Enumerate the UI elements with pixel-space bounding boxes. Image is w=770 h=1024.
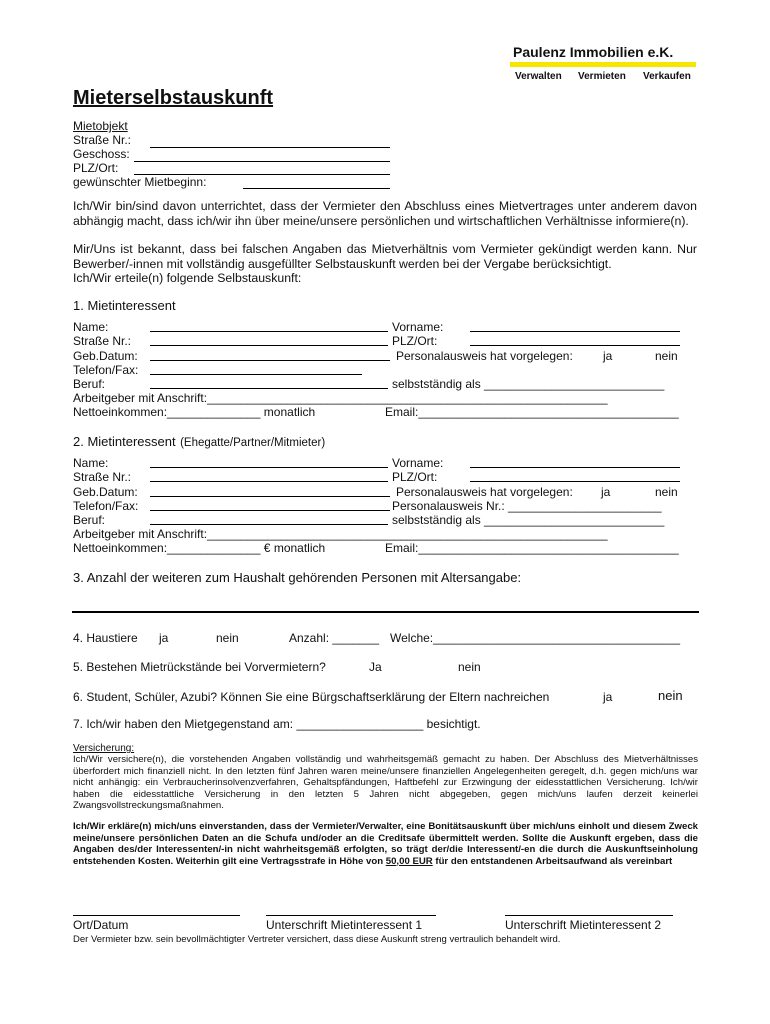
signature-1-field[interactable] (266, 915, 436, 916)
intro-paragraph-2: Mir/Uns ist bekannt, dass bei falschen Angaben das Mietverhältnis vom Vermieter gekündigt werden kann. Nur Bewerber/-innen mit vollständig ausgefüllter Selbstauskunft werden bei der Vergabe berücksichtigt. (73, 242, 697, 271)
s1-zip-field[interactable] (470, 345, 680, 346)
header-accent-bar (510, 62, 696, 67)
signature-2-label: Unterschrift Mietinteressent 2 (505, 918, 662, 932)
s2-vorname-field[interactable] (470, 467, 680, 468)
s1-dob-field[interactable] (150, 360, 390, 361)
s1-vorname-field[interactable] (470, 331, 680, 332)
s2-id-shown-label: Personalausweis hat vorgelegen: (396, 485, 573, 499)
s1-name-field[interactable] (150, 331, 388, 332)
company-name: Paulenz Immobilien e.K. (513, 44, 674, 60)
q6-yes-option[interactable]: ja (603, 690, 613, 704)
penalty-amount: 50,00 EUR (385, 855, 433, 867)
s2-vorname-label: Vorname: (392, 456, 444, 470)
tagline-verwalten: Verwalten (515, 71, 562, 82)
s2-job-label: Beruf: (73, 513, 106, 527)
s2-phone-field[interactable] (150, 510, 390, 511)
s1-phone-label: Telefon/Fax: (73, 363, 139, 377)
s1-name-label: Name: (73, 320, 109, 334)
intro-paragraph-1: Ich/Wir bin/sind davon unterrichtet, dass der Vermieter den Abschluss eines Mietvertrages unter anderem davon abhängig macht, dass ich/wir ihn über meine/unsere persönlichen und wirtschaftlichen Verhältnisse informiere(n). (73, 199, 697, 228)
question-3-answer-line[interactable] (72, 611, 699, 613)
question-3-label: 3. Anzahl der weiteren zum Haushalt gehörenden Personen mit Altersangabe: (73, 570, 522, 585)
signature-2-field[interactable] (505, 915, 673, 916)
s2-dob-field[interactable] (150, 496, 390, 497)
tagline-vermieten: Vermieten (578, 71, 626, 82)
place-date-label: Ort/Datum (73, 918, 129, 932)
s2-zip-label: PLZ/Ort: (392, 470, 438, 484)
q4-which-field[interactable]: Welche:_____________________________________ (390, 631, 681, 645)
s1-street-field[interactable] (150, 345, 388, 346)
s2-id-no-option[interactable]: nein (655, 485, 678, 499)
s1-phone-field[interactable] (150, 374, 362, 375)
footer-note: Der Vermieter bzw. sein bevollmächtigter Vertreter versichert, dass diese Auskunft streng vertraulich behandelt wird. (73, 934, 561, 945)
q4-count-field[interactable]: Anzahl: _______ (289, 631, 380, 645)
s1-id-no-option[interactable]: nein (655, 349, 678, 363)
intro-paragraph-3: Ich/Wir erteile(n) folgende Selbstauskunft: (73, 271, 302, 285)
s2-self-employed[interactable]: selbstständig als ___________________________ (392, 513, 665, 527)
s2-street-field[interactable] (150, 481, 388, 482)
s2-id-number[interactable]: Personalausweis Nr.: _______________________ (392, 499, 662, 513)
s1-employer[interactable]: Arbeitgeber mit Anschrift:____________________________________________________________ (73, 391, 608, 405)
s2-name-label: Name: (73, 456, 109, 470)
consent-text: Ich/Wir erkläre(n) mich/uns einverstanden, dass der Vermieter/Verwalter, eine Bonitätsauskunft über mich/uns einholt und diesem Zweck meine/unsere persönlichen Daten an die Schufa und/oder an die Creditsafe übermittelt werden. Sollte die Auskunft ergeben, dass die Angaben des/der Interessenten/-in nicht wahrheitsgemäß erfolgten, so trägt der/die Interessent/-en die durch die Auskunftseinholung entstehenden Kosten. Weiterhin gilt eine Vertragsstrafe in Höhe von (73, 821, 698, 867)
tagline-verkaufen: Verkaufen (643, 71, 691, 82)
section-1-heading: 1. Mietinteressent (73, 298, 176, 313)
s2-dob-label: Geb.Datum: (73, 485, 138, 499)
s1-self-employed[interactable]: selbstständig als ___________________________ (392, 377, 665, 391)
s2-email[interactable]: Email:_______________________________________ (385, 541, 679, 555)
q4-no-option[interactable]: nein (216, 631, 239, 645)
object-zip-label: PLZ/Ort: (73, 161, 119, 175)
q5-yes-option[interactable]: Ja (369, 660, 382, 674)
section-2-subheading: (Ehegatte/Partner/Mitmieter) (180, 437, 326, 449)
insurance-heading: Versicherung: (73, 743, 135, 754)
object-floor-field[interactable] (134, 161, 390, 162)
s2-employer[interactable]: Arbeitgeber mit Anschrift:____________________________________________________________ (73, 527, 608, 541)
object-street-label: Straße Nr.: (73, 133, 132, 147)
s2-phone-label: Telefon/Fax: (73, 499, 139, 513)
page-title: Mieterselbstauskunft (73, 87, 274, 109)
s2-income[interactable]: Nettoeinkommen:______________ € monatlich (73, 541, 326, 555)
s1-email[interactable]: Email:_______________________________________ (385, 405, 679, 419)
object-start-field[interactable] (243, 188, 390, 189)
object-floor-label: Geschoss: (73, 147, 130, 161)
s1-street-label: Straße Nr.: (73, 334, 132, 348)
s2-zip-field[interactable] (470, 481, 680, 482)
s1-id-yes-option[interactable]: ja (603, 349, 613, 363)
q4-yes-option[interactable]: ja (159, 631, 169, 645)
s2-id-yes-option[interactable]: ja (601, 485, 611, 499)
object-street-field[interactable] (150, 147, 390, 148)
question-7-field[interactable]: 7. Ich/wir haben den Mietgegenstand am: ___________________ besichtigt. (73, 717, 481, 731)
consent-paragraph (73, 821, 698, 867)
s1-vorname-label: Vorname: (392, 320, 444, 334)
s2-street-label: Straße Nr.: (73, 470, 132, 484)
object-heading: Mietobjekt (73, 119, 128, 133)
question-6-label: 6. Student, Schüler, Azubi? Können Sie eine Bürgschaftserklärung der Eltern nachreichen (73, 690, 550, 704)
section-2-heading: 2. Mietinteressent (73, 434, 176, 449)
s1-dob-label: Geb.Datum: (73, 349, 138, 363)
q5-no-option[interactable]: nein (458, 660, 481, 674)
s2-job-field[interactable] (150, 524, 388, 525)
s1-job-field[interactable] (150, 388, 388, 389)
s2-name-field[interactable] (150, 467, 388, 468)
place-date-field[interactable] (73, 915, 240, 916)
s1-zip-label: PLZ/Ort: (392, 334, 438, 348)
q6-no-option[interactable]: nein (658, 688, 683, 703)
s1-income[interactable]: Nettoeinkommen:______________ monatlich (73, 405, 316, 419)
signature-1-label: Unterschrift Mietinteressent 1 (266, 918, 423, 932)
question-5-label: 5. Bestehen Mietrückstände bei Vorvermietern? (73, 660, 326, 674)
insurance-text: Ich/Wir versichere(n), die vorstehenden Angaben vollständig und wahrheitsgemäß gemacht zu haben. Der Abschluss des Mietverhältnisses überfordert mich finanziell nicht. In den letzten fünf Jahren waren meine/unsere finanziellen Angelegenheiten geregelt, d.h. gegen mich/uns war nicht anhängig: ein Verbraucherinsolvenzverfahren, Gehaltspfändungen, Haftbefehl zur Erzwingung der eidesstattlichen Versicherung. Ich/wir haben die eidesstattliche Versicherung in den letzten 5 Jahren nicht abgegeben, gegen mich/uns laufen derzeit keinerlei Zwangsvollstreckungsmaßnahmen. (73, 754, 698, 811)
s1-job-label: Beruf: (73, 377, 106, 391)
object-start-label: gewünschter Mietbeginn: (73, 175, 207, 189)
section-2-heading-row (73, 433, 325, 451)
consent-tail: für den entstandenen Arbeitsaufwand als vereinbart (435, 855, 673, 867)
s1-id-shown-label: Personalausweis hat vorgelegen: (396, 349, 573, 363)
question-4-label: 4. Haustiere (73, 631, 138, 645)
